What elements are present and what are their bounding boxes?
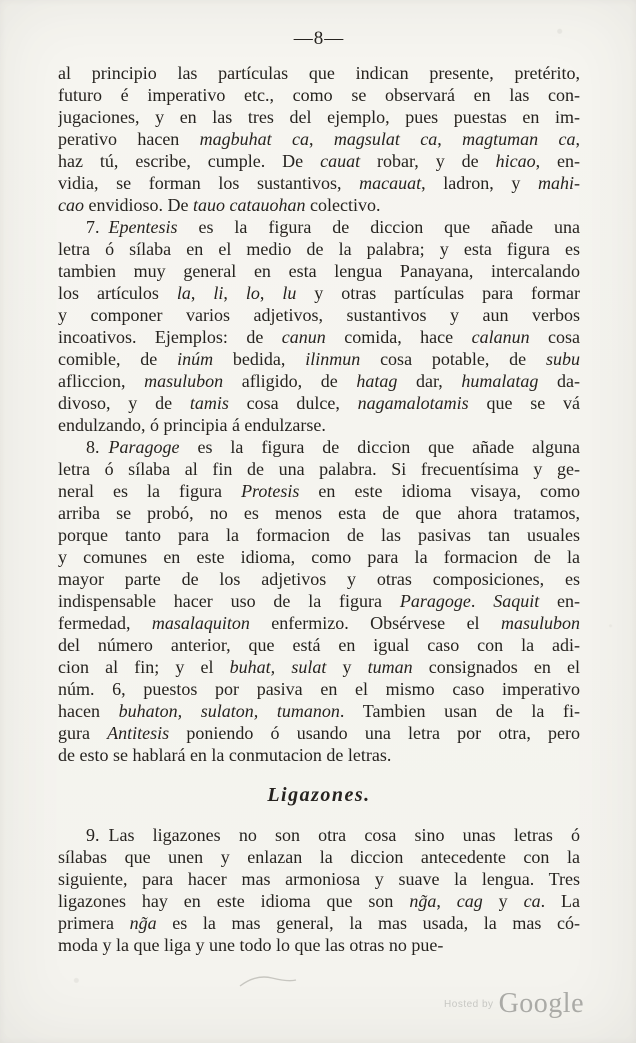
text-line: haz tú, escribe, cumple. De cauat robar, y de hicao, en- [58, 151, 580, 171]
text-line: sílabas que unen y enlazan la diccion antecedente con la [58, 847, 580, 867]
text-line: neral es la figura Protesis en este idioma visaya, como [58, 481, 580, 501]
italic-term: Epentesis [108, 217, 178, 237]
text-line: jugaciones, y en las tres del ejemplo, pues puestas en im- [58, 107, 580, 127]
text-line: cion al fin; y el buhat, sulat y tuman consignados en el [58, 657, 580, 677]
text-line: primera ng̃a es la mas general, la mas usada, la mas có- [58, 913, 580, 933]
italic-term: buhat, sulat [229, 657, 327, 677]
text-line: fermedad, masalaquiton enfermizo. Obsérvese el masulubon [58, 613, 580, 633]
italic-term: ilinmun [305, 349, 361, 369]
text-line: núm. 6, puestos por pasiva en el mismo caso imperativo [58, 679, 580, 699]
italic-term: masulubon [500, 613, 580, 633]
section-heading: Ligazones. [267, 784, 371, 806]
text-line: al principio las partículas que indican presente, pretérito, [58, 63, 580, 83]
italic-term: cauat [320, 151, 361, 171]
text-line: indispensable hacer uso de la figura Paragoge. Saquit en- [58, 591, 580, 611]
italic-term: Paragoge [108, 437, 180, 457]
italic-term: buhaton, sulaton, tumanon [118, 701, 340, 721]
italic-term: li [213, 283, 224, 303]
italic-term: cag [456, 891, 483, 911]
text-line: 8. Paragoge es la figura de diccion que añade alguna [86, 437, 580, 457]
text-line: moda y la que liga y une todo lo que las otras no pue- [58, 935, 444, 955]
italic-term: humalatag [461, 371, 539, 391]
italic-term: magtuman ca [462, 129, 576, 149]
italic-term: subu [545, 349, 580, 369]
text-line: mayor parte de los adjetivos y otras composiciones, es [58, 569, 580, 589]
text-line: ligazones hay en este idioma que son ng̃a, cag y ca. La [58, 891, 580, 911]
italic-term: cao [58, 195, 84, 215]
italic-term: masulubon [144, 371, 224, 391]
text-line: incoativos. Ejemplos: de canun comida, hace calanun cosa [58, 327, 580, 347]
text-line: afliccion, masulubon afligido, de hatag dar, humalatag da- [58, 371, 580, 391]
italic-term: magsulat ca [333, 129, 438, 149]
text-body [58, 28, 580, 956]
italic-term: ng̃a [409, 891, 437, 911]
italic-term: tuman [367, 657, 413, 677]
italic-term: tauo catauohan [192, 195, 306, 215]
italic-term: Antitesis [107, 723, 170, 743]
italic-term: calanun [471, 327, 530, 347]
google-logo: Google [498, 988, 584, 1019]
text-line: futuro é imperativo etc., como se observará en las con- [58, 85, 580, 105]
italic-term: Protesis [241, 481, 300, 501]
text-line: cao envidioso. De tauo catauohan colectivo. [58, 195, 381, 215]
text-line: y componer varios adjetivos, sustantivos y aun verbos [58, 305, 580, 325]
text-line: vidia, se forman los sustantivos, macauat, ladron, y mahi- [58, 173, 580, 193]
italic-term: inúm [177, 349, 214, 369]
italic-term: tamis [189, 393, 229, 413]
text-line: endulzando, ó principia á endulzarse. [58, 415, 326, 435]
text-line: letra ó sílaba al fin de una palabra. Si frecuentísima y ge- [58, 459, 580, 479]
italic-term: canun [281, 327, 326, 347]
text-line: tambien muy general en esta lengua Panayana, intercalando [58, 261, 580, 281]
watermark [444, 988, 584, 1020]
text-line: 9. Las ligazones no son otra cosa sino unas letras ó [86, 825, 580, 845]
text-line: gura Antitesis poniendo ó usando una letra por otra, pero [58, 723, 580, 743]
text-line: arriba se probó, no es menos esta de que ahora tratamos, [58, 503, 580, 523]
italic-term: lo [245, 283, 260, 303]
text-line: siguiente, para hacer mas armoniosa y suave la lengua. Tres [58, 869, 580, 889]
paragraph [58, 436, 580, 766]
italic-term: la [176, 283, 191, 303]
italic-term: ca [523, 891, 541, 911]
text-line: de esto se hablará en la conmutacion de letras. [58, 745, 392, 765]
text-line: perativo hacen magbuhat ca, magsulat ca, magtuman ca, [58, 129, 580, 149]
italic-term: hicao [495, 151, 536, 171]
italic-term: mahi- [538, 173, 580, 193]
text-line: y comunes en este idioma, como para la formacion de la [58, 547, 580, 567]
scan-artifact-mark [238, 972, 298, 990]
paragraph [58, 824, 580, 956]
italic-term: masalaquiton [151, 613, 250, 633]
watermark-hosted-by-label: Hosted by [444, 998, 494, 1010]
italic-term: Saquit [493, 591, 540, 611]
italic-term: magbuhat ca [199, 129, 310, 149]
italic-term: lu [282, 283, 297, 303]
italic-term: ng̃a [129, 913, 157, 933]
italic-term: Paragoge [399, 591, 471, 611]
paragraph [58, 62, 580, 216]
page-number: —8— [293, 28, 345, 49]
text-line: 7. Epentesis es la figura de diccion que añade una [86, 217, 580, 237]
italic-term: hatag [356, 371, 398, 391]
text-line: los artículos la, li, lo, lu y otras partículas para formar [58, 283, 580, 303]
text-line: hacen buhaton, sulaton, tumanon. Tambien usan de la fi- [58, 701, 580, 721]
text-line: porque tanto para la formacion de las pasivas tan usuales [58, 525, 580, 545]
italic-term: macauat [359, 173, 422, 193]
text-line: comible, de inúm bedida, ilinmun cosa potable, de subu [58, 349, 580, 369]
italic-term: nagamalotamis [357, 393, 469, 413]
text-line: del número anterior, que está en igual caso con la adi- [58, 635, 580, 655]
text-line: divoso, y de tamis cosa dulce, nagamalotamis que se vá [58, 393, 580, 413]
paragraph [58, 216, 580, 436]
text-line: letra ó sílaba en el medio de la palabra; y esta figura es [58, 239, 580, 259]
